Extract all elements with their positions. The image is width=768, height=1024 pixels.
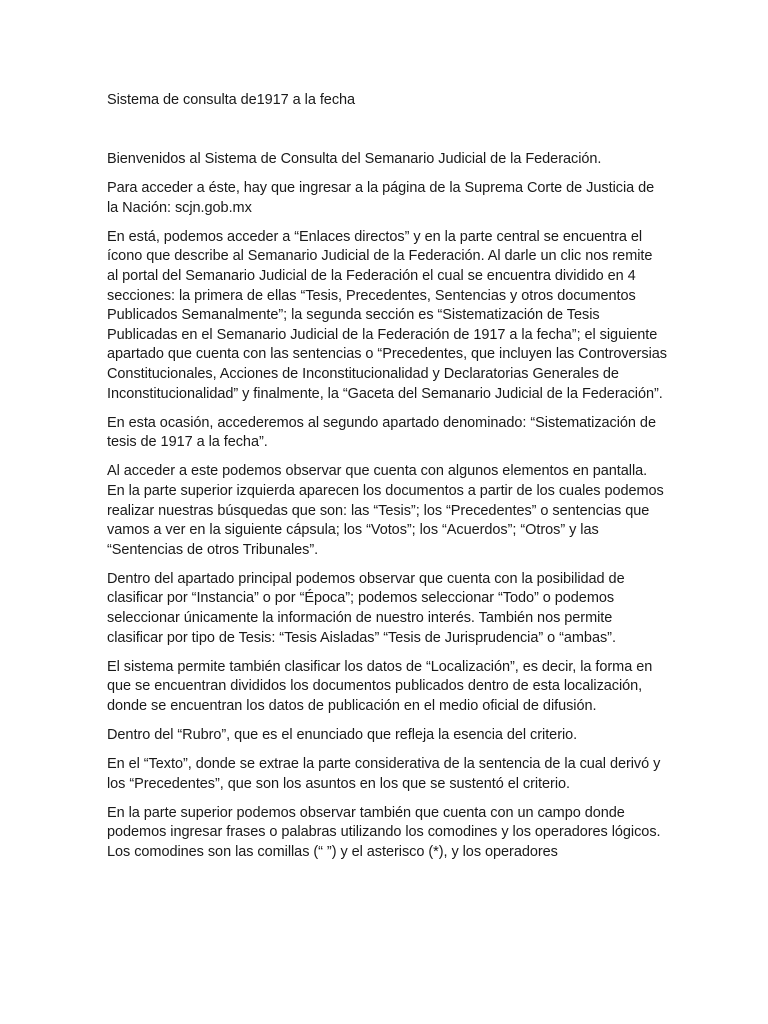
paragraph-access-site: Para acceder a éste, hay que ingresar a la página de la Suprema Corte de Justicia de la Nación: scjn.gob.mx: [107, 180, 655, 216]
paragraph-localization: El sistema permite también clasificar los datos de “Localización”, es decir, la forma en que se encuentran divididos los documentos publicados dentro de esta localización, donde se encuentran los datos de publicación en el medio oficial de difusión.: [107, 658, 653, 714]
paragraph-welcome: Bienvenidos al Sistema de Consulta del Semanario Judicial de la Federación.: [107, 151, 602, 167]
paragraph-screen-elements: Al acceder a este podemos observar que cuenta con algunos elementos en pantalla. En la parte superior izquierda aparecen los documentos a partir de los cuales podemos realizar nuestras búsquedas que son: las “Tesis”; los “Precedentes” o sentencias que vamos a ver en la siguiente cápsula; los “Votos”; los “Acuerdos”; “Otros” y las “Sentencias de otros Tribunales”.: [107, 463, 664, 558]
paragraph-classification: Dentro del apartado principal podemos observar que cuenta con la posibilidad de clasificar por “Instancia” o por “Época”; podemos seleccionar “Todo” o podemos seleccionar únicamente la información de nuestro interés. También nos permite clasificar por tipo de Tesis: “Tesis Aisladas” “Tesis de Jurisprudencia” o “ambas”.: [107, 570, 625, 646]
document-title: Sistema de consulta de1917 a la fecha: [107, 92, 356, 108]
document-body: [107, 150, 667, 872]
paragraph-texto: En el “Texto”, donde se extrae la parte considerativa de la sentencia de la cual derivó y los “Precedentes”, que son los asuntos en los que se sustentó el criterio.: [107, 756, 661, 792]
paragraph-second-section: En esta ocasión, accederemos al segundo apartado denominado: “Sistematización de tesis de 1917 a la fecha”.: [107, 414, 656, 451]
paragraph-search-field: En la parte superior podemos observar también que cuenta con un campo donde podemos ingresar frases o palabras utilizando los comodines y los operadores lógicos. Los comodines son las comillas (“ ”) y el asterisco (*), y los operadores: [107, 804, 661, 860]
paragraph-rubro: Dentro del “Rubro”, que es el enunciado que refleja la esencia del criterio.: [107, 726, 578, 743]
paragraph-portal-sections: En está, podemos acceder a “Enlaces directos” y en la parte central se encuentra el ícono que describe al Semanario Judicial de la Federación. Al darle un clic nos remite al portal del Semanario Judicial de la Federación el cual se encuentra dividido en 4 secciones: la primera de ellas “Tesis, Precedentes, Sentencias y otros documentos Publicados Semanalmente”; la segunda sección es “Sistematización de Tesis Publicadas en el Semanario Judicial de la Federación de 1917 a la fecha”; el siguiente apartado que cuenta con las sentencias o “Precedentes, que incluyen las Controversias Constitucionales, Acciones de Inconstitucionalidad y Declaratorias Generales de Inconstitucionalidad” y finalmente, la “Gaceta del Semanario Judicial de la Federación”.: [107, 228, 667, 402]
